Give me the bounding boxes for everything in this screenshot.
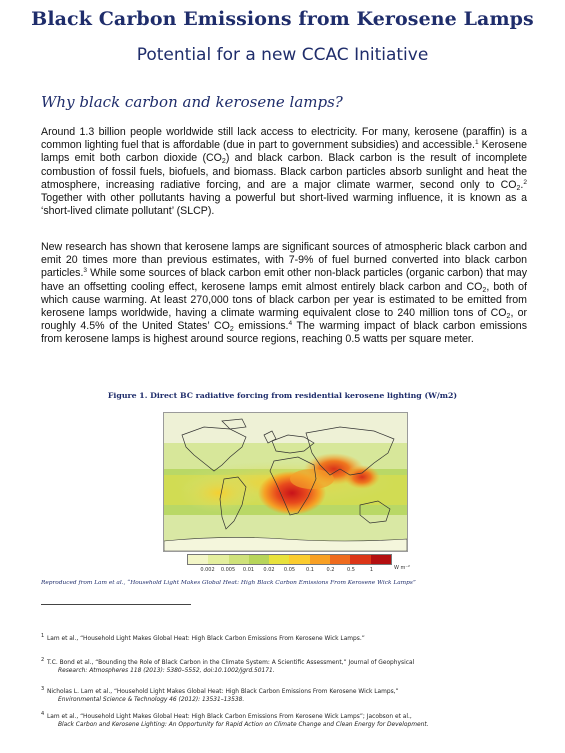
footnote-text: Lam et al., “Household Light Makes Global Heat: High Black Carbon Emissions From Kerosene Wick Lamps”; Jacobson et al.,	[47, 714, 412, 720]
figure-caption: Figure 1. Direct BC radiative forcing from residential kerosene lighting (W/m2)	[107, 391, 458, 400]
footnote-continuation: Research: Atmospheres 118 (2013): 5380–5552, doi:10.1002/jgrd.50171.	[58, 667, 275, 674]
footnote-2	[41, 657, 531, 675]
section-heading: Why black carbon and kerosene lamps?	[41, 93, 343, 111]
footnote-number: 2	[41, 657, 45, 663]
footnote-number: 1	[41, 633, 45, 639]
footnote-number: 3	[41, 686, 45, 692]
footnote-1	[41, 633, 531, 644]
paragraph-research: New research has shown that kerosene lamps are significant sources of atmospheric black carbon and emit 20 times more than previous estimates, with 7-9% of fuel burned converted into black carbon particles.$^3$ While some sources of black carbon emit other non-black particles (organic carbon) that may have an offsetting cooling effect, kerosene lamps emit almost entirely black carbon and $CO_2$, both of which cause warming. At least 270,000 tons of black carbon per year is estimated to be emitted from kerosene lamps worldwide, having a climate warming equivalent close to 240 million tons of $CO_2$, or roughly 4.5% of the United States’ $CO_2$ emissions.$^4$ The warming impact of black carbon emissions from kerosene lamps is highest around source regions, reaching 0.5 watts per square meter.	[41, 241, 527, 346]
radiative-forcing-map	[163, 412, 408, 552]
colorbar-unit: W m⁻²	[394, 565, 411, 571]
footnote-text: T.C. Bond et al., “Bounding the Role of Black Carbon in the Climate System: A Scientific Assessment,” Journal of Geophysical	[47, 660, 415, 666]
footnote-3	[41, 686, 531, 704]
footnote-divider	[41, 604, 191, 605]
colorbar-swatch	[310, 555, 330, 564]
footnote-4	[41, 711, 531, 729]
footnote-continuation: Black Carbon and Kerosene Lighting: An Opportunity for Rapid Action on Climate Change and Clean Energy for Development.	[58, 721, 429, 728]
document-subtitle: Potential for a new CCAC Initiative	[136, 45, 429, 65]
colorbar-swatch	[249, 555, 269, 564]
colorbar-swatch	[269, 555, 289, 564]
colorbar-tick-label: 0.1	[306, 567, 314, 573]
footnote-ref-2[interactable]: 2	[523, 178, 527, 186]
colorbar	[187, 554, 392, 565]
colorbar-swatch	[330, 555, 350, 564]
colorbar-swatch	[188, 555, 208, 564]
footnote-continuation: Environmental Science & Technology 46 (2012): 13531–13538.	[58, 696, 245, 703]
footnote-ref-4[interactable]: 4	[288, 320, 293, 328]
colorbar-tick-label: 1	[369, 567, 374, 573]
colorbar-tick-label: 0.005	[220, 567, 236, 573]
colorbar-tick-label: 0.02	[263, 567, 275, 573]
colorbar-swatch	[229, 555, 249, 564]
colorbar-tick-label: 0.002	[200, 567, 215, 573]
document-title: Black Carbon Emissions from Kerosene Lamps	[31, 8, 534, 30]
footnote-ref-1[interactable]: 1	[474, 139, 479, 147]
colorbar-tick-label: 0.5	[347, 567, 355, 573]
colorbar-swatch	[371, 555, 391, 564]
colorbar-swatch	[208, 555, 228, 564]
colorbar-labels	[185, 567, 415, 577]
footnote-number: 4	[41, 711, 45, 717]
figure-source: Reproduced from Lam et al., “Household Light Makes Global Heat: High Black Carbon Emissions From Kerosene Wick Lamps”	[41, 580, 416, 586]
colorbar-swatch	[350, 555, 370, 564]
paragraph-intro: Around 1.3 billion people worldwide still lack access to electricity. For many, kerosene (paraffin) is a common lighting fuel that is affordable (due in part to government subsidies) and accessible.$^1$ Kerosene lamps emit both carbon dioxide $(CO_2)$ and black carbon. Black carbon is the result of incomplete combustion of fossil fuels, biofuels, and biomass. Black carbon particles absorb sunlight and heat the atmosphere, increasing radiative forcing, and are a major climate warmer, second only to $CO_2.^2$ Together with other pollutants having a powerful but short-lived warming influence, it is known as a ‘short-lived climate pollutant’ (SLCP).	[41, 126, 528, 218]
colorbar-tick-label: 0.01	[242, 567, 255, 573]
colorbar-tick-label: 0.2	[326, 567, 335, 573]
colorbar-tick-label: 0.05	[283, 567, 296, 573]
footnote-text: Nicholas L. Lam et al., “Household Light Makes Global Heat: High Black Carbon Emissions From Kerosene Wick Lamps,”	[47, 689, 399, 695]
colorbar-swatch	[289, 555, 309, 564]
footnote-text: Lam et al., “Household Light Makes Global Heat: High Black Carbon Emissions From Kerosene Wick Lamps.”	[47, 636, 365, 642]
footnote-ref-3[interactable]: 3	[83, 267, 88, 275]
